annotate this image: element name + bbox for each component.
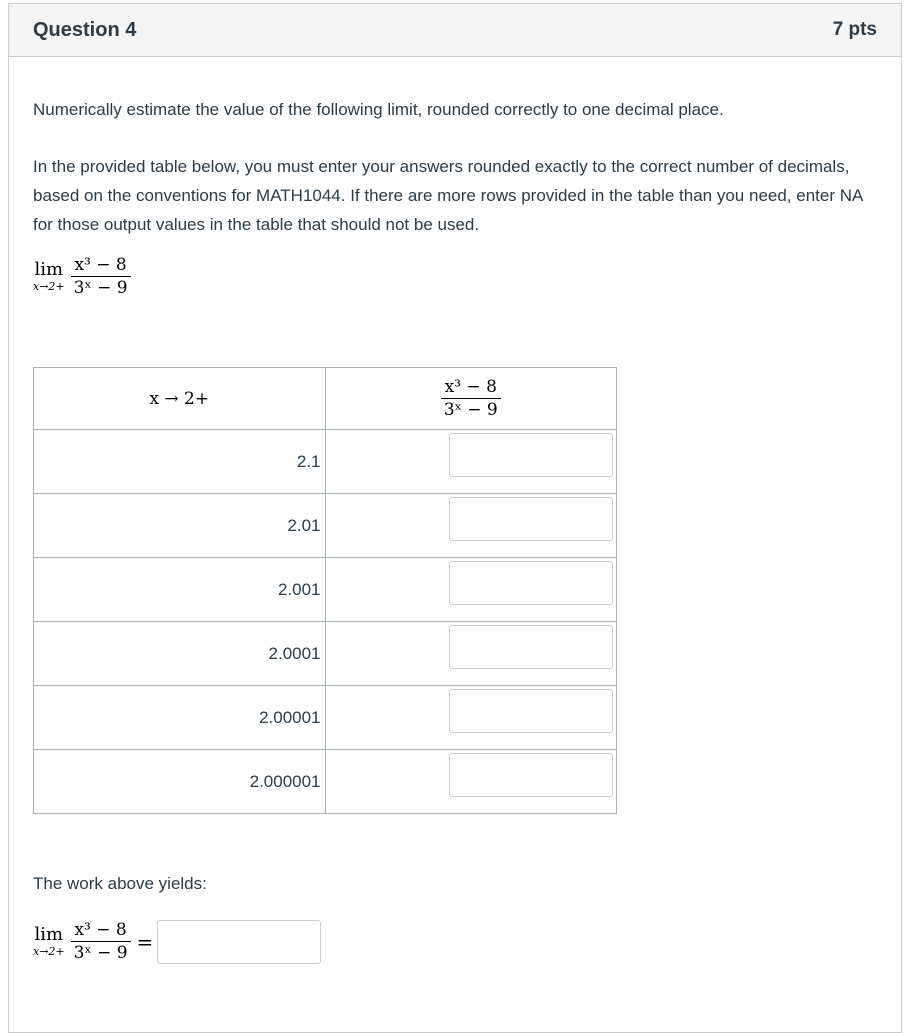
table-header-x: x → 2+	[34, 368, 326, 430]
final-limit-expression	[33, 919, 321, 964]
answer-input-row-5[interactable]	[449, 689, 613, 733]
answer-input-row-2[interactable]	[449, 497, 613, 541]
x-value: 2.1	[34, 430, 326, 494]
instruction-table: In the provided table below, you must enter your answers rounded exactly to the correct number of decimals, based on the conventions for MATH1044. If there are more rows provided in the table than you need, enter NA for those output values in the table that should not be used.	[33, 157, 863, 234]
fraction-numerator: x³ − 8	[74, 255, 127, 275]
header-fraction: $\frac{\text{x³ − 8}}{\text{3ˣ − 9}}$	[441, 376, 501, 421]
answer-input-row-3[interactable]	[449, 561, 613, 605]
question-header	[9, 4, 901, 57]
table-row	[34, 750, 617, 814]
x-value: 2.0001	[34, 622, 326, 686]
fraction-denominator: 3ˣ − 9	[73, 278, 128, 298]
x-value: 2.000001	[34, 750, 326, 814]
answer-input-row-4[interactable]	[449, 625, 613, 669]
limit-approach: x→2+	[33, 280, 65, 293]
equals-sign: =	[136, 929, 154, 954]
table-row	[34, 430, 617, 494]
question-card	[8, 3, 902, 1033]
table-header-row	[34, 368, 617, 430]
answer-input-row-6[interactable]	[449, 753, 613, 797]
yields-text: The work above yields:	[33, 874, 207, 893]
limit-fraction	[71, 254, 131, 299]
final-answer-input[interactable]	[157, 920, 321, 964]
x-value: 2.001	[34, 558, 326, 622]
limit-operator: lim x→2+	[33, 259, 65, 293]
table-row	[34, 558, 617, 622]
limit-operator: lim x→2+	[33, 924, 65, 958]
limit-expression	[33, 254, 131, 299]
table-row	[34, 622, 617, 686]
question-points: 7 pts	[832, 19, 877, 40]
table-row	[34, 494, 617, 558]
limit-approach: x→2+	[33, 945, 65, 958]
x-value: 2.01	[34, 494, 326, 558]
question-title: Question 4	[33, 18, 137, 41]
x-value: 2.00001	[34, 686, 326, 750]
table-row	[34, 686, 617, 750]
table-header-function	[325, 368, 616, 430]
limit-table	[33, 367, 617, 814]
limit-fraction: $\frac{\text{x³ − 8}}{\text{3ˣ − 9}}$	[71, 919, 131, 964]
instruction-estimate: Numerically estimate the value of the following limit, rounded correctly to one decimal place.	[33, 100, 724, 119]
answer-input-row-1[interactable]	[449, 433, 613, 477]
